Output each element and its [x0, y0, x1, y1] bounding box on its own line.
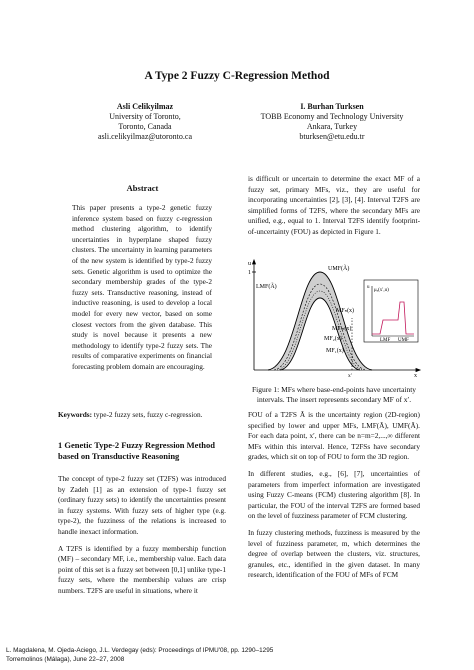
x-prime-label: x′: [348, 373, 352, 378]
figure-1: [240, 258, 422, 378]
right-column-body: [248, 410, 420, 587]
abstract-heading: Abstract: [126, 183, 159, 193]
keywords-label: Keywords:: [58, 410, 93, 419]
author-2-location: Ankara, Turkey: [306, 122, 358, 131]
lmf-label: LMF(Ã): [256, 284, 277, 290]
inset-mu-label: μₓ(x′,u): [374, 288, 389, 293]
mf2-label: MF₂(x): [324, 336, 342, 342]
inset-umf-label: UMF: [398, 338, 409, 343]
paragraph: In fuzzy clustering methods, fuzziness is measured by the level of fuzziness parameter, m, which determines the degree of overlap between the clusters, viz. structures, granules, etc., identified in the given dataset. In many research, identification of the FOU of MFs of FCM: [248, 527, 420, 580]
mf1-label: MF₁(x): [326, 348, 344, 354]
x-axis-label: x: [414, 373, 417, 378]
footer: [6, 646, 273, 664]
paragraph: A T2FS is identified by a fuzzy membership function (MF) – secondary MF, i.e., membership value. Each data point of this set is a fuzzy set between [0,1] unlike type-1 fuzzy sets, where the membership values are crisp numbers. T2FS are useful in situations, where it: [58, 543, 226, 595]
keywords: [58, 410, 226, 421]
author-2-email: bturksen@etu.edu.tr: [299, 132, 365, 141]
left-column-body: [58, 474, 226, 603]
paper-title: A Type 2 Fuzzy C-Regression Method: [144, 70, 330, 82]
right-column-intro: is difficult or uncertain to determine the exact MF of a fuzzy set, primary MFs, viz., they are useful for incorporating uncertainties [2], [3], [4]. Interval T2FS are simplified forms of T2FS, where the secondary MFs are unified, e.g., equal to 1. Interval T2FS identify footprint-of-uncertainty (FOU) as depicted in Figure 1.: [248, 174, 420, 236]
one-label: 1: [248, 270, 251, 276]
abstract-text: This paper presents a type-2 genetic fuzzy inference system based on fuzzy c-regression method clustering algorithm, to identify uncertainties in hyperplane shaped fuzzy clusters. The uncertainty in learning parameters of the new system is identified by type-2 fuzzy sets. Genetic algorithm is used to optimize the secondary membership grades of the type-2 fuzzy sets. Transductive reasoning, instead of inductive reasoning, is used to develop a local model for every new vector, based on some closest vectors from the given database. This study is novel because it presents a new methodology to identify type-2 fuzzy sets. The results of comparative experiments on financial forecasting problem domain are encouraging.: [72, 203, 212, 371]
umf-label: UMF(Ã): [328, 266, 350, 272]
inset-u-label: u: [367, 285, 370, 290]
u-axis-label: u: [248, 261, 251, 267]
inset-lmf-label: LMF: [380, 338, 391, 343]
keywords-text: type-2 fuzzy sets, fuzzy c-regression.: [93, 410, 203, 419]
mfn-label: MFₙ(x): [336, 308, 355, 314]
author-1-name: Asli Celikyilmaz: [116, 102, 174, 111]
mfm-label: MFₘ(x): [332, 326, 352, 332]
secondary-mf-inset: [364, 280, 418, 343]
author-1-email: asli.celikyilmaz@utoronto.ca: [97, 132, 192, 141]
author-2-affiliation: TOBB Economy and Technology University: [260, 112, 404, 121]
author-1: [70, 102, 220, 142]
author-1-location: Toronto, Canada: [118, 122, 172, 131]
section-heading: 1 Genetic Type-2 Fuzzy Regression Method based on Transductive Reasoning: [58, 440, 215, 461]
footer-line: Torremolinos (Málaga), June 22–27, 2008: [6, 656, 125, 663]
author-2-name: I. Burhan Turksen: [300, 102, 364, 111]
paragraph: FOU of a T2FS Ã is the uncertainty region (2D-region) specified by lower and upper MFs, LMF(Ã), UMF(Ã). For each data point, x′, there can be n=m=2,...,∞ different MFs within this interval. Hence, T2FSs have secondary grades, which sit on top of FOU to form the 3D region.: [248, 410, 420, 462]
paragraph: In different studies, e.g., [6], [7], uncertainties of parameters from imperfect information are investigated using Fuzzy C-means (FCM) clustering algorithm [8]. In particular, the FOU of the interval T2FS are formed based on the level of fuzziness parameter of FCM clustering.: [248, 468, 420, 521]
author-1-affiliation: University of Toronto,: [109, 112, 181, 121]
figure-caption: Figure 1: MFs where base-end-points have uncertainty intervals. The insert represents secondary MF of x′.: [251, 385, 417, 404]
paragraph: The concept of type-2 fuzzy set (T2FS) was introduced by Zadeh [1] as an extension of type-1 fuzzy set (ordinary fuzzy sets) to identify the uncertainties present in fuzzy systems. With fuzzy sets of higher type (e.g. type-2), the fuzziness of the relations is increased to handle inexact information.: [58, 474, 226, 536]
footer-line: L. Magdalena, M. Ojeda-Aciego, J.L. Verdegay (eds): Proceedings of IPMU'08, pp. 1290–1295: [6, 647, 274, 654]
author-2: [232, 102, 432, 142]
